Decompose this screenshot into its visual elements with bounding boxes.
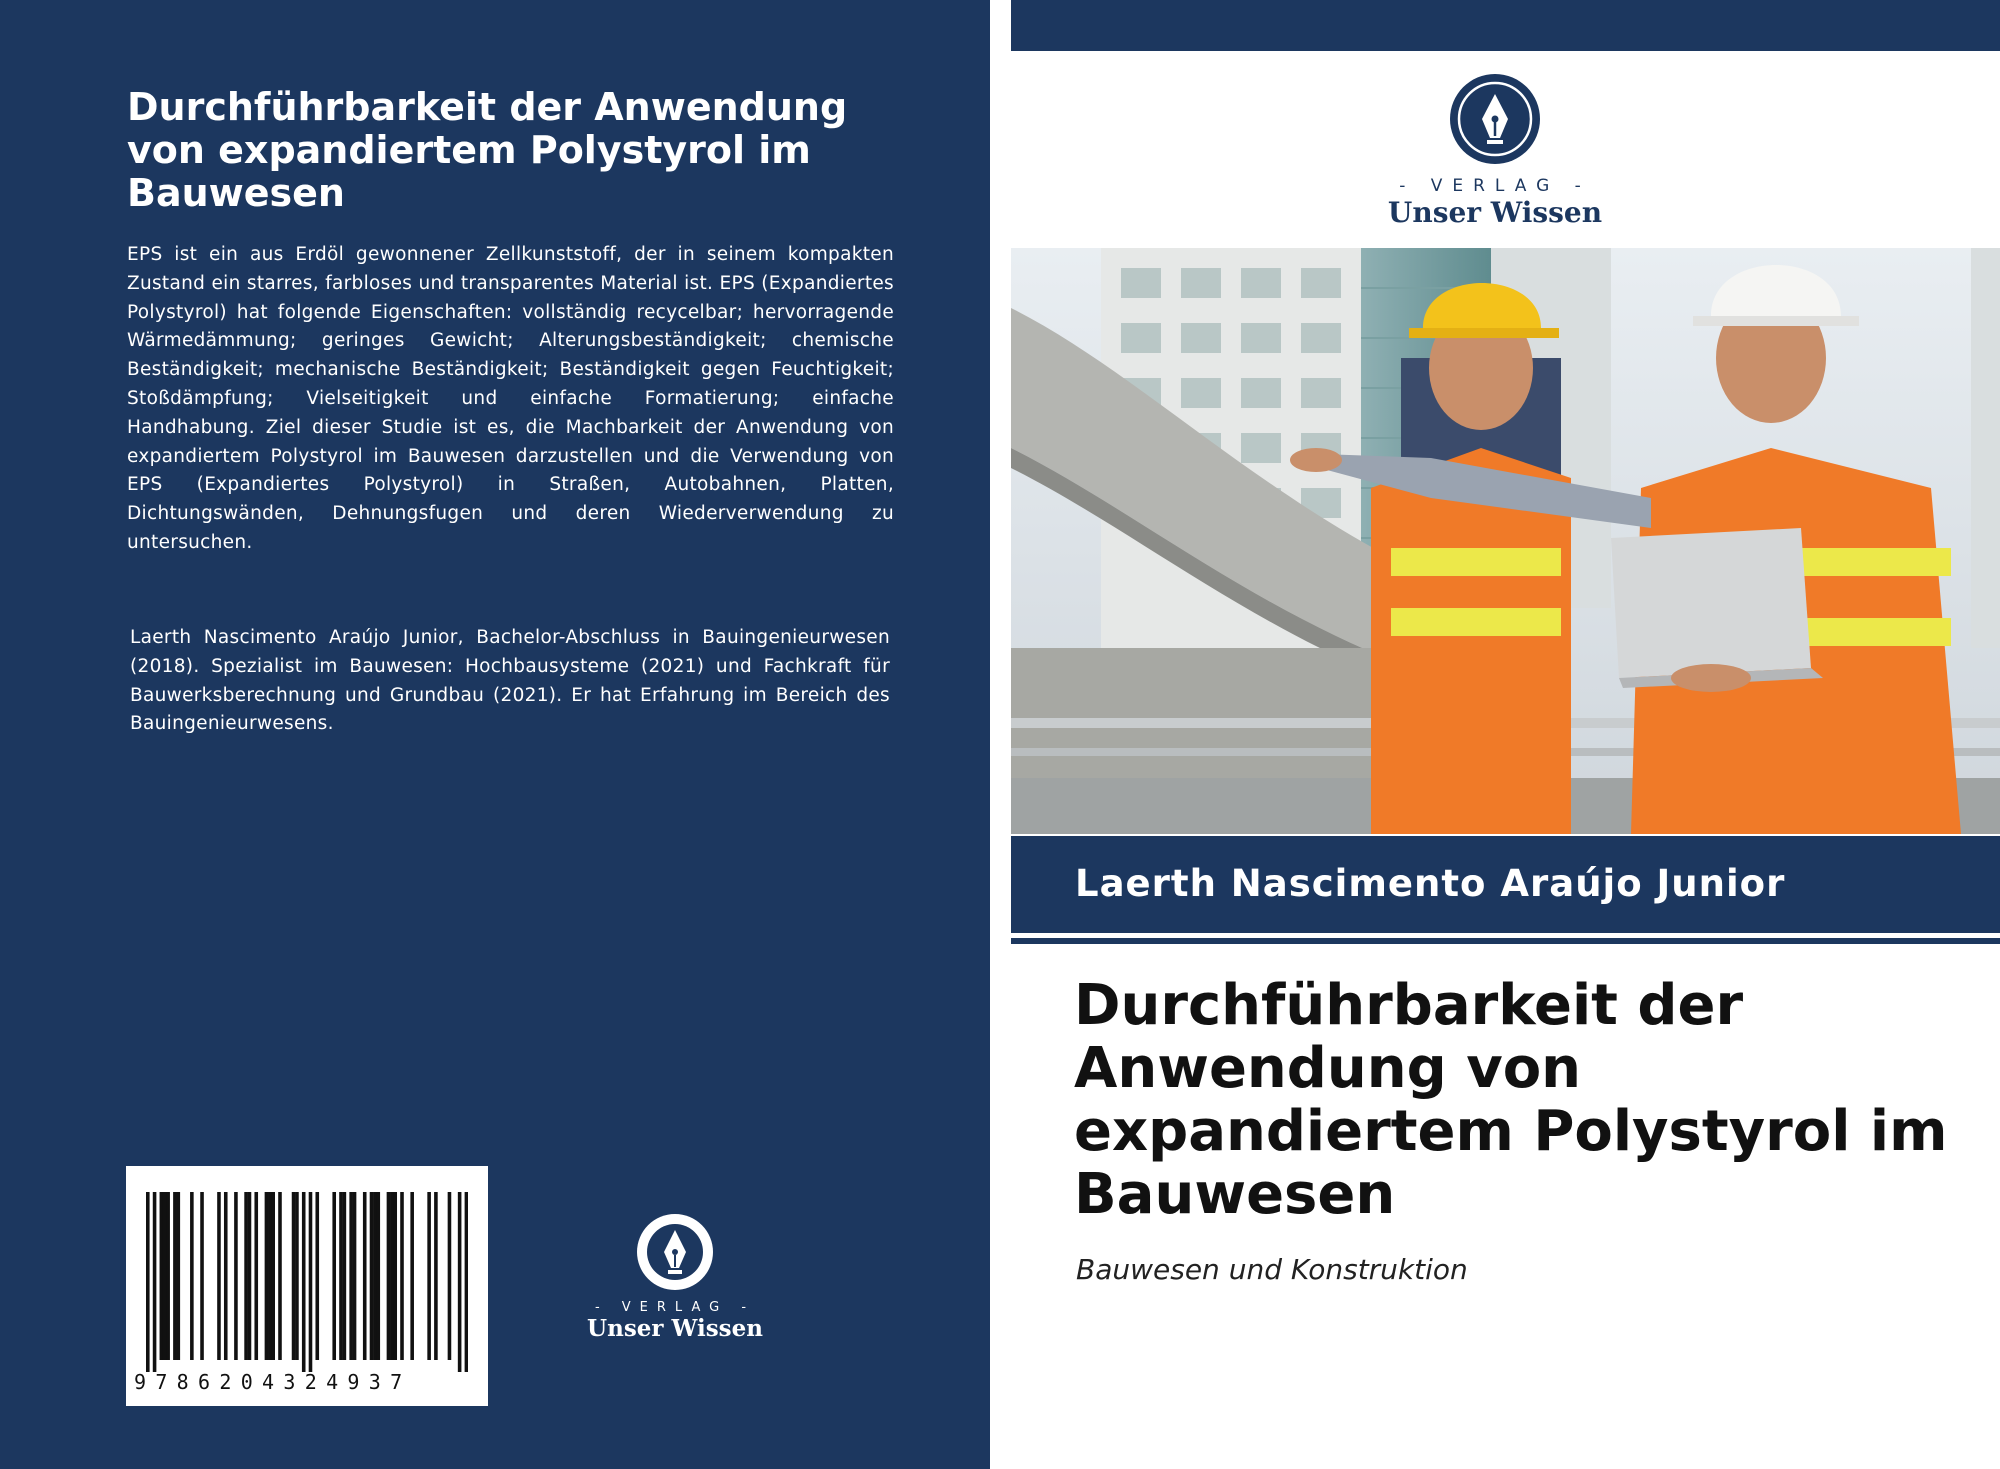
spine-gap [990,0,1010,1469]
back-cover-blurb: EPS ist ein aus Erdöl gewonnener Zellkunststoff, der in seinem kompakten Zustand ein starres, farbloses und transparentes Material ist. EPS (Expandiertes Polystyrol) hat folgende Eigenschaften: vollständig recycelbar; hervorragende Wärmedämmung; geringes Gewicht; Alterungsbeständigkeit; chemische Beständigkeit; mechanische Beständigkeit; Beständigkeit gegen Feuchtigkeit; Stoßdämpfung; Vielseitigkeit und einfache Formatierung; einfache Handhabung. Ziel dieser Studie ist es, die Machbarkeit der Anwendung von expandiertem Polystyrol im Bauwesen darzustellen und die Verwendung von EPS (Expandiertes Polystyrol) in Straßen, Autobahnen, Platten, Dichtungswänden, Dehnungsfugen und deren Wiederverwendung zu untersuchen. [127,244,894,553]
cover-photo [1011,248,2000,834]
front-author-name: Laerth Nascimento Araújo Junior [1075,862,1786,905]
barcode-bar [271,1192,275,1360]
publisher-verlag-label: - VERLAG - [594,1300,756,1315]
barcode-bar [163,1192,167,1360]
front-top-bar [1011,0,2000,51]
barcode-bar [166,1192,170,1360]
barcode-bar [410,1192,414,1360]
barcode-bar [393,1192,397,1360]
front-cover-subtitle: Bauwesen und Konstruktion [1076,1253,1468,1286]
barcode-bar [390,1192,394,1360]
barcode-bar [332,1192,336,1360]
barcode-bar [465,1192,468,1372]
publisher-name: Unser Wissen [1387,196,1603,229]
barcode-bar [448,1192,452,1360]
barcode-bar [343,1192,347,1360]
barcode-bar [376,1192,380,1360]
barcode-bar [387,1192,391,1360]
barcode-bar [153,1192,157,1372]
barcode-bar [302,1192,306,1372]
barcode-bar [278,1192,282,1360]
barcode-bar [315,1192,319,1360]
back-publisher-logo [570,1212,780,1342]
isbn-number: 9786204324937 [134,1370,412,1394]
barcode-bar [265,1192,269,1360]
barcode-bar [254,1192,258,1360]
barcode-bar [244,1192,248,1360]
barcode-bar [200,1192,204,1360]
back-cover [0,0,990,1469]
barcode-bar [248,1192,252,1360]
barcode-bar [458,1192,462,1372]
barcode-bar [363,1192,367,1360]
barcode-bar [400,1192,404,1360]
barcode-bar [427,1192,431,1360]
barcode-bar [349,1192,353,1360]
barcode-bar [373,1192,377,1360]
barcode-bar [268,1192,272,1360]
barcode-bar [224,1192,228,1360]
barcode-bar [146,1192,150,1372]
author-bio: Laerth Nascimento Araújo Junior, Bachelor-Abschluss in Bauingenieurwesen (2018). Spezialist im Bauwesen: Hochbausysteme (2021) und Fachkraft für Bauwerksberechnung und Grundbau (2021). Er hat Erfahrung im Bereich des Bauingenieurwesens. [130,627,890,735]
barcode-bar [173,1192,177,1360]
author-divider-line [1011,938,2000,944]
barcode-bar [190,1192,194,1360]
publisher-name: Unser Wissen [587,1315,763,1342]
barcode-bar [177,1192,181,1360]
back-cover-title: Durchführbarkeit der Anwendung von expandiertem Polystyrol im Bauwesen [127,85,848,215]
publisher-verlag-label: - VERLAG - [1399,176,1591,196]
barcode-icon [146,1192,468,1372]
barcode-bar [370,1192,374,1360]
front-publisher-logo [1380,72,1610,229]
fountain-pen-nib-icon [635,1212,715,1292]
fountain-pen-nib-icon [1448,72,1542,166]
barcode-bar [160,1192,164,1360]
barcode-bar [309,1192,313,1372]
author-bar [1011,836,2000,933]
barcode-bar [353,1192,357,1360]
barcode-bar [295,1192,299,1360]
barcode-bar [434,1192,438,1360]
barcode-bar [217,1192,221,1360]
two-engineers-in-hard-hats-with-laptop-photo [1011,248,2000,834]
barcode-bar [339,1192,343,1360]
front-cover-title: Durchführbarkeit der Anwendung von expandiertem Polystyrol im Bauwesen [1074,973,1948,1227]
barcode-bar [292,1192,296,1360]
barcode-bar [234,1192,238,1360]
isbn-barcode [126,1166,488,1406]
